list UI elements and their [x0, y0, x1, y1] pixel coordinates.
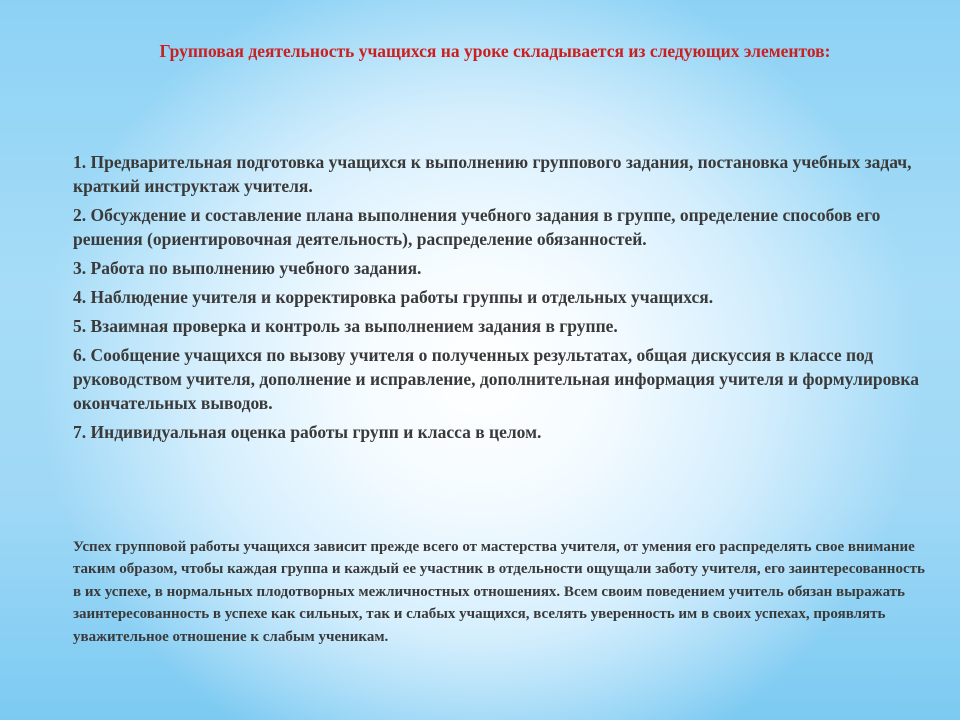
step-item: 7. Индивидуальная оценка работы групп и класса в целом.	[73, 422, 542, 442]
step-item: 2. Обсуждение и составление плана выполнения учебного задания в группе, определение способов его решения (ориентировочная деятельность), распределение обязанностей.	[73, 205, 881, 249]
step-item: 4. Наблюдение учителя и корректировка работы группы и отдельных учащихся.	[73, 287, 714, 307]
steps-list	[73, 150, 923, 449]
step-item: 6. Сообщение учащихся по вызову учителя о полученных результатах, общая дискуссия в классе под руководством учителя, дополнение и исправление, дополнительная информация учителя и формулировка окончательных выводов.	[73, 345, 919, 413]
step-item: 5. Взаимная проверка и контроль за выполнением задания в группе.	[73, 316, 618, 336]
slide-title: Групповая деятельность учащихся на уроке складывается из следующих элементов:	[159, 41, 831, 61]
step-item: 3. Работа по выполнению учебного задания.	[73, 258, 422, 278]
step-item: 1. Предварительная подготовка учащихся к выполнению группового задания, постановка учебных задач, краткий инструктаж учителя.	[73, 152, 912, 196]
conclusion-paragraph: Успех групповой работы учащихся зависит прежде всего от мастерства учителя, от умения его распределять свое внимание таким образом, чтобы каждая группа и каждый ее участник в отдельности ощущали заботу учителя, его заинтересованность в их успехе, в нормальных плодотворных межличностных отношениях. Всем своим поведением учитель обязан выражать заинтересованность в успехе как сильных, так и слабых учащихся, вселять уверенность им в своих успехах, проявлять уважительное отношение к слабым ученикам.	[73, 539, 925, 645]
